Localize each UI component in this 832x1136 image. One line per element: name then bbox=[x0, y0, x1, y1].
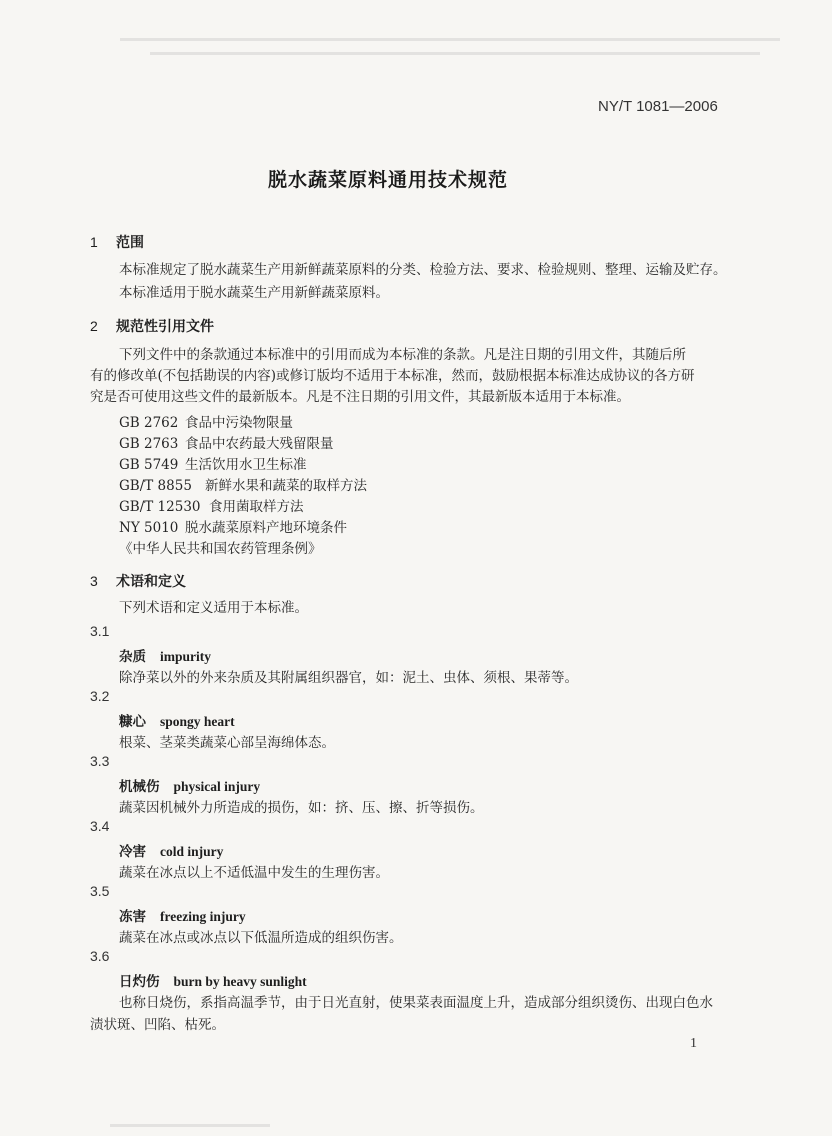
reference-item bbox=[119, 537, 322, 557]
section-heading bbox=[90, 571, 186, 591]
term-en: cold injury bbox=[160, 844, 224, 859]
reference-item bbox=[119, 411, 293, 431]
term-definition: 根菜、茎菜类蔬菜心部呈海绵体态。 bbox=[119, 735, 335, 751]
scan-smear bbox=[150, 52, 760, 55]
reference-item bbox=[119, 474, 367, 494]
term-zh: 杂质 bbox=[119, 649, 146, 665]
paragraph: 本标准规定了脱水蔬菜生产用新鲜蔬菜原料的分类、检验方法、要求、检验规则、整理、运输及贮存。 bbox=[119, 262, 727, 278]
term-zh: 糠心 bbox=[119, 714, 146, 730]
term-heading bbox=[119, 775, 260, 795]
term-definition: 除净菜以外的外来杂质及其附属组织器官，如：泥土、虫体、须根、果蒂等。 bbox=[119, 670, 578, 686]
reference-item bbox=[119, 516, 347, 536]
reference-code: GB 2763 bbox=[119, 436, 179, 452]
section-title: 规范性引用文件 bbox=[116, 319, 214, 335]
reference-name: 《中华人民共和国农药管理条例》 bbox=[119, 541, 322, 557]
reference-item bbox=[119, 495, 304, 515]
section-heading bbox=[90, 316, 214, 336]
term-heading bbox=[119, 840, 223, 860]
reference-name: 生活饮用水卫生标准 bbox=[185, 457, 307, 473]
term-definition: 蔬菜在冰点以上不适低温中发生的生理伤害。 bbox=[119, 865, 389, 881]
term-en: spongy heart bbox=[160, 714, 235, 729]
reference-item bbox=[119, 453, 307, 473]
term-heading bbox=[119, 970, 307, 990]
reference-code: GB 2762 bbox=[119, 415, 179, 431]
term-number: 3.4 bbox=[90, 818, 110, 834]
scan-smear bbox=[110, 1124, 270, 1127]
term-heading bbox=[119, 645, 211, 665]
reference-name: 食用菌取样方法 bbox=[209, 499, 304, 515]
reference-name: 脱水蔬菜原料产地环境条件 bbox=[185, 520, 347, 536]
reference-code: GB/T 8855 bbox=[119, 478, 192, 494]
term-number: 3.3 bbox=[90, 753, 110, 769]
term-zh: 冷害 bbox=[119, 844, 146, 860]
reference-name: 新鲜水果和蔬菜的取样方法 bbox=[205, 478, 367, 494]
term-definition: 也称日烧伤，系指高温季节，由于日光直射，使果菜表面温度上升，造成部分组织烫伤、出现白色水 bbox=[119, 995, 713, 1011]
term-en: freezing injury bbox=[160, 909, 246, 924]
term-definition: 蔬菜因机械外力所造成的损伤，如：挤、压、擦、折等损伤。 bbox=[119, 800, 484, 816]
term-number: 3.1 bbox=[90, 623, 110, 639]
term-number: 3.2 bbox=[90, 688, 110, 704]
term-heading bbox=[119, 905, 246, 925]
term-definition: 渍状斑、凹陷、枯死。 bbox=[90, 1017, 225, 1033]
section-title: 术语和定义 bbox=[116, 574, 186, 590]
section-number: 3 bbox=[90, 573, 98, 589]
term-en: physical injury bbox=[173, 779, 261, 794]
reference-name: 食品中农药最大残留限量 bbox=[185, 436, 334, 452]
standard-number: NY/T 1081—2006 bbox=[598, 98, 718, 115]
term-number: 3.6 bbox=[90, 948, 110, 964]
term-zh: 日灼伤 bbox=[119, 974, 160, 990]
term-heading bbox=[119, 710, 235, 730]
paragraph: 下列术语和定义适用于本标准。 bbox=[119, 600, 308, 616]
reference-code: NY 5010 bbox=[119, 520, 179, 536]
paragraph-line: 下列文件中的条款通过本标准中的引用而成为本标准的条款。凡是注日期的引用文件，其随后所 bbox=[119, 347, 686, 363]
reference-code: GB/T 12530 bbox=[119, 499, 201, 515]
section-number: 2 bbox=[90, 318, 98, 334]
term-en: impurity bbox=[160, 649, 212, 664]
page-number: 1 bbox=[690, 1036, 697, 1051]
section-number: 1 bbox=[90, 234, 98, 250]
section-heading bbox=[90, 232, 144, 252]
term-definition: 蔬菜在冰点或冰点以下低温所造成的组织伤害。 bbox=[119, 930, 403, 946]
section-title: 范围 bbox=[116, 235, 144, 251]
scan-smear bbox=[120, 38, 780, 41]
term-zh: 冻害 bbox=[119, 909, 146, 925]
paragraph: 本标准适用于脱水蔬菜生产用新鲜蔬菜原料。 bbox=[119, 285, 389, 301]
reference-code: GB 5749 bbox=[119, 457, 179, 473]
reference-item bbox=[119, 432, 334, 452]
paragraph-line: 究是否可使用这些文件的最新版本。凡是不注日期的引用文件，其最新版本适用于本标准。 bbox=[90, 389, 630, 405]
document-title: 脱水蔬菜原料通用技术规范 bbox=[267, 169, 508, 191]
term-number: 3.5 bbox=[90, 883, 110, 899]
term-en: burn by heavy sunlight bbox=[173, 974, 307, 989]
paragraph-line: 有的修改单(不包括勘误的内容)或修订版均不适用于本标准，然而，鼓励根据本标准达成协议的各方研 bbox=[90, 368, 695, 384]
reference-name: 食品中污染物限量 bbox=[185, 415, 293, 431]
term-zh: 机械伤 bbox=[119, 779, 160, 795]
